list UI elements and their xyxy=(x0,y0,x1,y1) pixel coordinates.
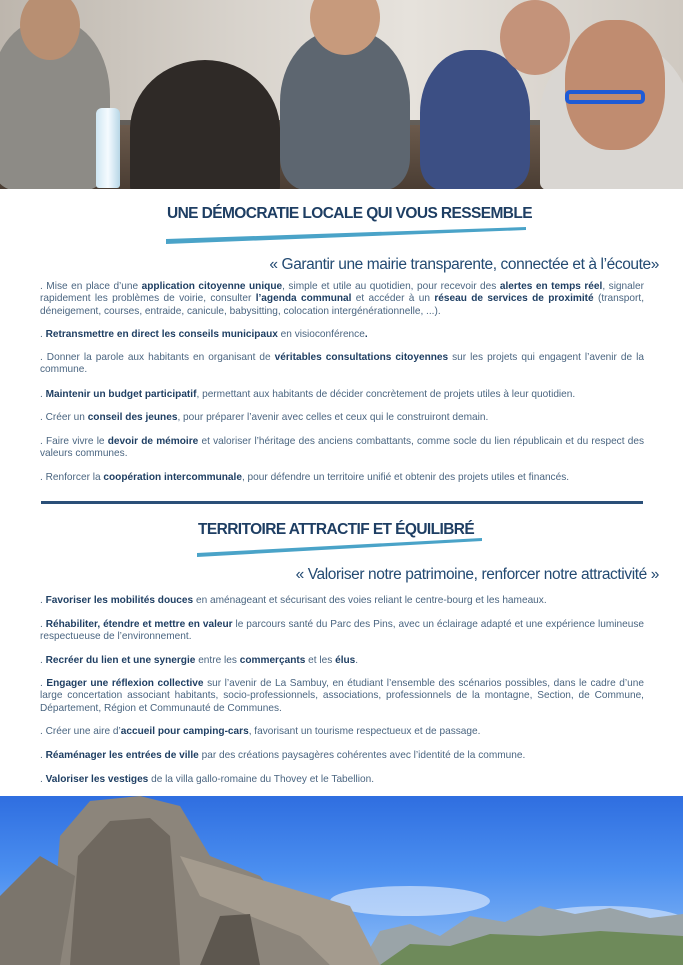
emphasis-text: . xyxy=(364,329,368,340)
roman-ruins-photo xyxy=(0,796,683,965)
section1-subtitle: « Garantir une mairie transparente, connectée et à l’écoute» xyxy=(269,256,659,273)
section2-item xyxy=(40,595,644,607)
body-text: en visioconférence xyxy=(277,329,365,340)
emphasis-text: Réaménager les entrées de ville xyxy=(45,750,199,761)
body-text: et valoriser l’héritage des anciens combattants, comme socle du lien républicain et du respect des valeurs communes. xyxy=(40,436,645,460)
body-text: . xyxy=(40,595,46,606)
emphasis-text: Maintenir un budget participatif xyxy=(45,389,197,400)
section2-title-underline xyxy=(197,538,482,548)
body-text: . xyxy=(40,678,47,689)
section2-item xyxy=(40,678,644,715)
body-text: , pour préparer l’avenir avec celles et ceux qui le construiront demain. xyxy=(177,412,489,423)
body-text: et les xyxy=(305,655,336,666)
body-text: en aménageant et sécurisant des voies reliant le centre-bourg et les hameaux. xyxy=(193,595,547,606)
emphasis-text: réseau de services de proximité xyxy=(434,293,594,305)
section1-item xyxy=(40,329,644,341)
section1-title-underline xyxy=(166,227,526,237)
emphasis-text: Réhabiliter, étendre et mettre en valeur xyxy=(45,619,233,630)
emphasis-text: commerçants xyxy=(239,655,306,666)
body-text: . xyxy=(355,655,359,666)
body-text: , simple et utile au quotidien, pour recevoir des xyxy=(282,281,500,292)
emphasis-text: Recréer du lien et une synergie xyxy=(45,655,196,666)
body-text: . Faire vivre le xyxy=(40,436,108,447)
emphasis-text: Retransmettre en direct les conseils municipaux xyxy=(45,329,278,340)
emphasis-text: devoir de mémoire xyxy=(107,436,199,447)
meeting-photo xyxy=(0,0,683,189)
section1-item xyxy=(40,436,644,461)
body-text: . Donner la parole aux habitants en organisant de xyxy=(40,352,275,363)
body-text: de la villa gallo-romaine du Thovey et le Tabellion. xyxy=(148,774,375,785)
body-text: . xyxy=(40,774,46,785)
section2-item xyxy=(40,774,644,786)
emphasis-text: Engager une réflexion collective xyxy=(46,678,204,689)
section2-item xyxy=(40,619,644,644)
section1-item xyxy=(40,472,644,484)
section1-item xyxy=(40,389,644,401)
body-text: sur les projets qui engagent l’avenir de la commune. xyxy=(40,352,644,376)
section1-item xyxy=(40,281,644,318)
emphasis-text: accueil pour camping-cars xyxy=(120,726,249,737)
emphasis-text: coopération intercommunale xyxy=(103,472,242,483)
body-text: sur l’avenir de La Sambuy, en étudiant l’ensemble des scénarios possibles, dans le cadre d’une large concertation associant habitants, socio-professionnels, associations, professionnels de la montagne, Section, de Commune, Département, Région et Communauté de Communes. xyxy=(40,678,644,714)
section1-item xyxy=(40,352,644,377)
body-text: . xyxy=(40,619,46,630)
body-text: , pour défendre un territoire unifié et obtenir des projets utiles et financés. xyxy=(241,472,570,483)
section2-item xyxy=(40,726,644,738)
body-text: . xyxy=(40,329,46,340)
body-text: . Renforcer la xyxy=(40,472,104,483)
section2-item xyxy=(40,750,644,762)
body-text: . xyxy=(40,389,46,400)
body-text: , permettant aux habitants de décider concrètement de projets utiles à leur quotidien. xyxy=(196,389,576,400)
body-text: entre les xyxy=(195,655,240,666)
section1-item xyxy=(40,412,644,424)
body-text: . xyxy=(40,750,46,761)
body-text: par des créations paysagères cohérentes avec l’identité de la commune. xyxy=(198,750,526,761)
section2-title: TERRITOIRE ATTRACTIF ET ÉQUILIBRÉ xyxy=(198,521,475,538)
emphasis-text: élus xyxy=(335,655,356,666)
emphasis-text: conseil des jeunes xyxy=(87,412,178,423)
body-text: . Créer une aire d’ xyxy=(40,726,121,737)
emphasis-text: véritables consultations citoyennes xyxy=(274,352,449,363)
emphasis-text: application citoyenne unique xyxy=(141,281,283,292)
body-text: le parcours santé du Parc des Pins, avec un éclairage adapté et une expérience lumineuse respectueuse de l’environnement. xyxy=(40,619,644,643)
body-text: et accéder à un xyxy=(351,293,435,305)
emphasis-text: l’agenda communal xyxy=(255,293,352,305)
emphasis-text: Favoriser les mobilités douces xyxy=(45,595,194,606)
body-text: , signaler rapidement les problèmes de voirie, consulter xyxy=(40,281,644,305)
body-text: . Créer un xyxy=(40,412,88,423)
body-text: . Mise en place d’une xyxy=(40,281,142,292)
body-text: , favorisant un tourisme respectueux et de passage. xyxy=(248,726,481,737)
section2-item xyxy=(40,655,644,667)
section-divider xyxy=(41,501,643,504)
emphasis-text: Valoriser les vestiges xyxy=(45,774,149,785)
section1-title: UNE DÉMOCRATIE LOCALE QUI VOUS RESSEMBLE xyxy=(167,205,532,222)
section2-subtitle: « Valoriser notre patrimoine, renforcer notre attractivité » xyxy=(295,566,659,583)
body-text: (transport, déneigement, courses, entraide, canicule, babysitting, colocation intergénérationnelle, ...). xyxy=(40,293,644,317)
body-text: . xyxy=(40,655,46,666)
emphasis-text: alertes en temps réel xyxy=(499,281,603,292)
